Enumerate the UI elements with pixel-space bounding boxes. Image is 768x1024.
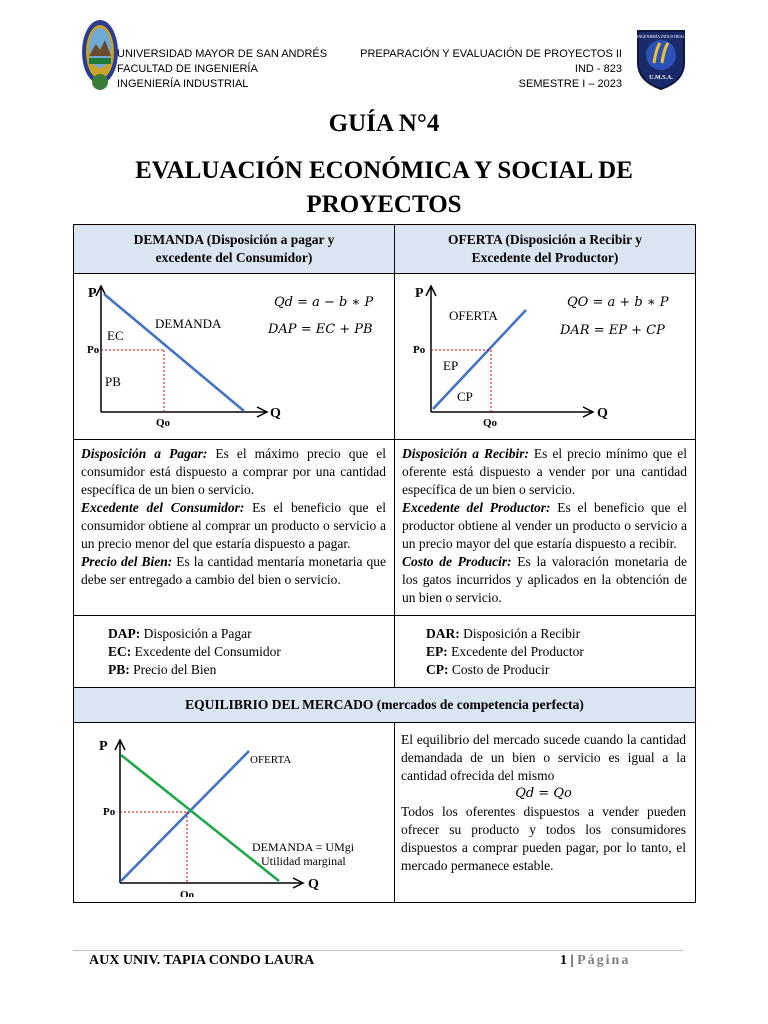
umsa-logo (80, 18, 120, 99)
def-precio-bien-text: Es la cantidad mentaría monetaria que debe ser entregado a cambio del bien o servicio. (81, 554, 386, 587)
equilibrio-heading-rest: (mercados de competencia perfecta) (373, 697, 584, 712)
eq-p-label: P (99, 739, 108, 754)
oferta-graph-cell (395, 274, 696, 440)
page-title-line2: PROYECTOS (306, 191, 462, 218)
header-university: UNIVERSIDAD MAYOR DE SAN ANDRÉS (117, 48, 328, 60)
oferta-qo-label: Qo (483, 417, 498, 429)
eq-demanda-label: DEMANDA = UMgi (252, 840, 355, 854)
demanda-heading-line1: DEMANDA (Disposición a pagar y (133, 232, 335, 247)
abbr-key: PB: (108, 662, 130, 677)
equilibrio-graph-cell (74, 723, 395, 903)
page-word: Página (577, 953, 631, 968)
def-costo-producir-text: Es la valoración monetaria de los gatos incurridos y aplicados en la obtención de un bien o servicio. (402, 554, 687, 605)
oferta-abbreviations (395, 616, 696, 688)
oferta-curve-label: OFERTA (449, 308, 498, 323)
oferta-po-label: Po (413, 344, 426, 356)
footer-page (560, 953, 630, 969)
eq-demanda-curve (121, 755, 279, 881)
abbr-key: EC: (108, 644, 132, 659)
footer-author: AUX UNIV. TAPIA CONDO LAURA (89, 953, 315, 968)
eq-utilidad-label: Utilidad marginal (261, 854, 346, 868)
eq-oferta-label: OFERTA (250, 754, 292, 766)
abbr-key: CP: (426, 662, 449, 677)
header-faculty: FACULTAD DE INGENIERÍA (117, 63, 258, 75)
def-costo-producir-term: Costo de Producir: (402, 554, 512, 569)
def-excedente-productor-text: Es el beneficio que el productor obtiene al vender un producto o servicio a un precio mayor del que estaría dispuesto a recibir. (402, 500, 687, 551)
demanda-equation-2: DAP = EC + PB (268, 322, 373, 337)
demanda-heading (74, 225, 395, 274)
abbr-item (108, 661, 394, 679)
content-table (73, 224, 696, 903)
def-disposicion-recibir-term: Disposición a Recibir: (402, 446, 529, 461)
demanda-p-label: P (88, 286, 97, 301)
equilibrio-text (395, 723, 696, 903)
demanda-po-label: Po (87, 344, 100, 356)
def-precio-bien-term: Precio del Bien: (81, 554, 173, 569)
def-disposicion-recibir-text: Es el precio mínimo que el oferente está dispuesto a vender por una cantidad específica de un bien o servicio. (402, 446, 687, 497)
demanda-definitions (74, 440, 395, 616)
abbr-item (426, 625, 695, 643)
footer-divider (73, 950, 683, 951)
demanda-q-label: Q (270, 406, 281, 421)
abbr-value: Precio del Bien (129, 662, 217, 677)
abbr-item (108, 643, 394, 661)
oferta-heading-line1: OFERTA (Disposición a Recibir y (447, 232, 643, 247)
equilibrio-text-1: El equilibrio del mercado sucede cuando la cantidad demandada de un bien o servicio es igual a la cantidad ofrecida del mismo (401, 732, 686, 783)
oferta-equation-2: DAR = EP + CP (560, 323, 665, 338)
demanda-qo-label: Qo (156, 417, 171, 429)
demanda-heading-line2: excedente del Consumidor) (155, 250, 313, 265)
oferta-graph (395, 274, 695, 434)
demanda-graph-cell (74, 274, 395, 440)
abbr-key: DAR: (426, 626, 460, 641)
def-excedente-productor-term: Excedente del Productor: (402, 500, 551, 515)
def-disposicion-pagar-term: Disposición a Pagar: (81, 446, 208, 461)
def-excedente-consumidor-text: Es el beneficio que el consumidor obtiene al comprar un producto o servicio a un precio menor del que estaría dispuesto a pagar. (81, 500, 387, 551)
oferta-cp-label: CP (457, 389, 473, 404)
oferta-ep-label: EP (443, 358, 459, 373)
demanda-abbreviations (74, 616, 395, 688)
abbr-key: DAP: (108, 626, 141, 641)
header-course-name: PREPARACIÓN Y EVALUACIÓN DE PROYECTOS II (360, 48, 622, 60)
demanda-curve (104, 294, 244, 411)
equilibrio-graph (74, 723, 394, 897)
header-semester: SEMESTRE I – 2023 (518, 78, 622, 90)
logo-top-text: INGENIERÍA INDUSTRIAL (637, 34, 685, 39)
eq-q-label: Q (308, 877, 319, 892)
demanda-equation-1: Qd = a − b ∗ P (274, 295, 374, 310)
abbr-value: Costo de Producir (448, 662, 550, 677)
equilibrio-equation: Qd = Qo (515, 786, 572, 801)
oferta-heading-line2: Excedente del Productor) (471, 250, 619, 265)
equilibrio-heading-bold: EQUILIBRIO DEL MERCADO (185, 697, 374, 712)
demanda-curve-label: DEMANDA (155, 316, 222, 331)
header-institution (117, 47, 327, 92)
demanda-pb-label: PB (105, 374, 121, 389)
demanda-ec-label: EC (107, 328, 124, 343)
oferta-definitions (395, 440, 696, 616)
abbr-value: Excedente del Productor (447, 644, 584, 659)
header-course (360, 47, 622, 92)
header-career: INGENIERÍA INDUSTRIAL (117, 78, 249, 90)
oferta-p-label: P (415, 286, 424, 301)
equilibrio-heading (74, 688, 696, 723)
page-separator: | (567, 953, 578, 968)
equilibrio-text-2: Todos los oferentes dispuestos a vender pueden ofrecer su producto y todos los consumidores dispuestos a comprar pueden pagar, por lo tanto, el mercado permanece estable. (401, 804, 686, 873)
ingenieria-industrial-logo (634, 27, 688, 96)
def-disposicion-pagar-text: Es el máximo precio que el consumidor está dispuesto a comprar por una cantidad específica de un bien o servicio. (81, 446, 386, 497)
abbr-key: EP: (426, 644, 448, 659)
oferta-q-label: Q (597, 406, 608, 421)
logo-bottom-text: U.M.S.A. (649, 75, 673, 81)
guide-number: GUÍA N°4 (328, 110, 440, 137)
abbr-value: Disposición a Recibir (459, 626, 581, 641)
page-number: 1 (560, 953, 567, 968)
abbr-value: Disposición a Pagar (140, 626, 252, 641)
abbr-item (426, 661, 695, 679)
demanda-graph (74, 274, 394, 434)
oferta-heading (395, 225, 696, 274)
def-excedente-consumidor-term: Excedente del Consumidor: (81, 500, 245, 515)
header-course-code: IND - 823 (574, 63, 622, 75)
page-title-line1: EVALUACIÓN ECONÓMICA Y SOCIAL DE (135, 157, 633, 184)
oferta-equation-1: QO = a + b ∗ P (567, 295, 669, 310)
abbr-value: Excedente del Consumidor (131, 644, 281, 659)
abbr-item (426, 643, 695, 661)
abbr-item (108, 625, 394, 643)
eq-qo-label: Qo (180, 889, 195, 897)
eq-po-label: Po (103, 806, 116, 818)
